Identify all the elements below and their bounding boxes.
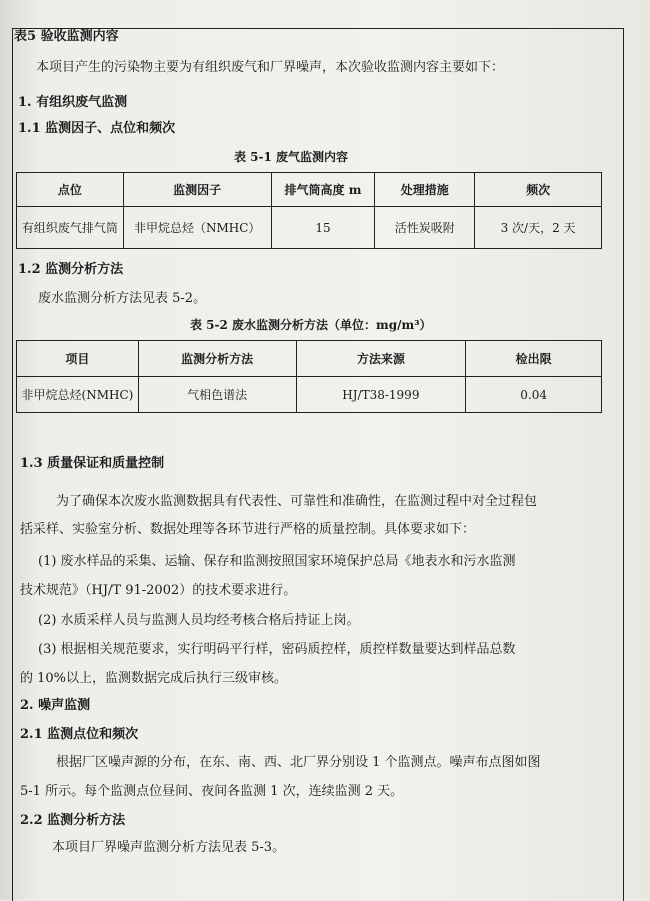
- table-row: [17, 377, 602, 413]
- paragraph-2-1-line: 根据厂区噪声源的分布，在东、南、西、北厂界分别设 1 个监测点。噪声布点图如图: [56, 755, 541, 770]
- table2-header-row: [17, 341, 602, 377]
- paragraph-2-1-line: 5-1 所示。每个监测点位昼间、夜间各监测 1 次，连续监测 2 天。: [20, 784, 404, 799]
- table-5-1: [16, 172, 602, 249]
- table1-cell: 非甲烷总烃（NMHC）: [123, 207, 271, 249]
- table1-cell: 15: [271, 207, 375, 249]
- heading-2-1: 2.1 监测点位和频次: [20, 727, 139, 742]
- table1-header: 监测因子: [123, 173, 271, 207]
- table1-caption: 表 5-1 废气监测内容: [234, 150, 349, 164]
- table2-caption: 表 5-2 废水监测分析方法（单位：mg/m³）: [190, 318, 432, 332]
- intro-paragraph: 本项目产生的污染物主要为有组织废气和厂界噪声，本次验收监测内容主要如下：: [36, 60, 505, 75]
- table1-header: 排气筒高度 m: [271, 173, 375, 207]
- table1-header: 频次: [475, 173, 602, 207]
- table2-cell: 气相色谱法: [138, 377, 296, 413]
- paragraph-1-3-line: 为了确保本次废水监测数据具有代表性、可靠性和准确性，在监测过程中对全过程包: [56, 494, 538, 509]
- paragraph-1-2: 废水监测分析方法见表 5-2。: [38, 291, 207, 306]
- table1-cell: 3 次/天，2 天: [475, 207, 602, 249]
- paragraph-1-3-line: (3) 根据相关规范要求，实行明码平行样，密码质控样，质控样数量要达到样品总数: [38, 642, 516, 657]
- table1-header-row: [17, 173, 602, 207]
- table1-cell: 有组织废气排气筒: [17, 207, 124, 249]
- table-row: [17, 207, 602, 249]
- heading-1: 1. 有组织废气监测: [18, 95, 128, 110]
- table1-header: 点位: [17, 173, 124, 207]
- table2-header: 项目: [17, 341, 139, 377]
- paragraph-2-2: 本项目厂界噪声监测分析方法见表 5-3。: [52, 840, 286, 855]
- heading-2: 2. 噪声监测: [20, 698, 91, 713]
- table-5-2: [16, 340, 602, 413]
- paragraph-1-3-line: 技术规范》（HJ/T 91-2002）的技术要求进行。: [20, 583, 297, 598]
- table2-cell: 非甲烷总烃(NMHC): [17, 377, 139, 413]
- table2-cell: 0.04: [466, 377, 602, 413]
- table2-cell: HJ/T38-1999: [296, 377, 466, 413]
- heading-2-2: 2.2 监测分析方法: [20, 813, 126, 828]
- section-title: 表5 验收监测内容: [14, 29, 119, 44]
- table2-header: 监测分析方法: [138, 341, 296, 377]
- heading-1-3: 1.3 质量保证和质量控制: [20, 456, 165, 471]
- table2-header: 方法来源: [296, 341, 466, 377]
- table1-cell: 活性炭吸附: [375, 207, 475, 249]
- paragraph-1-3-line: 括采样、实验室分析、数据处理等各环节进行严格的质量控制。具体要求如下：: [20, 522, 476, 537]
- table1-header: 处理措施: [375, 173, 475, 207]
- paragraph-1-3-line: 的 10%以上，监测数据完成后执行三级审核。: [20, 671, 288, 686]
- paragraph-1-3-line: (1) 废水样品的采集、运输、保存和监测按照国家环境保护总局《地表水和污水监测: [38, 554, 516, 569]
- table2-header: 检出限: [466, 341, 602, 377]
- paragraph-1-3-line: (2) 水质采样人员与监测人员均经考核合格后持证上岗。: [38, 613, 360, 628]
- heading-1-2: 1.2 监测分析方法: [18, 262, 124, 277]
- heading-1-1: 1.1 监测因子、点位和频次: [18, 121, 176, 136]
